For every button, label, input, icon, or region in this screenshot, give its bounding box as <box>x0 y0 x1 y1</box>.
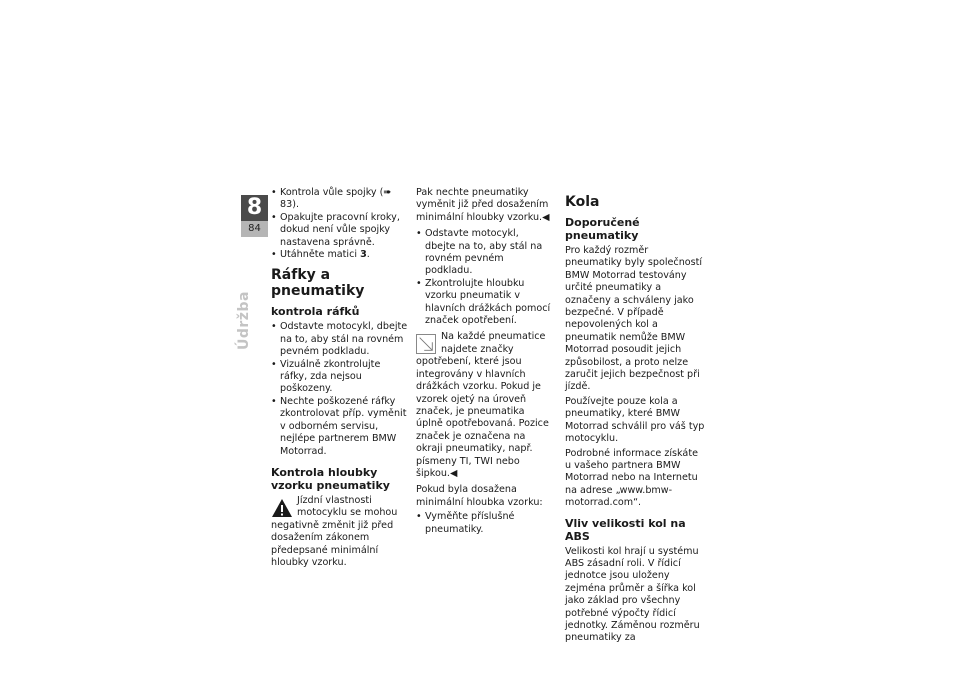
paragraph: Podrobné informace získáte u vašeho partnera BMW Motorrad nebo na Internetu na adrese „www.bmw-motorrad.com“. <box>565 447 698 509</box>
column-3 <box>565 187 705 647</box>
heading-wheels: Kola <box>565 194 600 210</box>
paragraph: Pak nechte pneumatiky vyměnit již před dosažením minimální hloubky vzorku.◀ <box>416 187 550 223</box>
paragraph: Používejte pouze kola a pneumatiky, které BMW Motorrad schválil pro váš typ motocyklu. <box>565 395 705 445</box>
list-item: • Odstavte motocykl, dbejte na to, aby stál na rovném pevném podkladu. <box>271 321 408 358</box>
rim-steps <box>271 321 408 457</box>
tread-steps <box>416 228 552 327</box>
chapter-marker <box>241 195 268 237</box>
list-item: • Nechte poškozené ráfky zkontrolovat příp. vyměnit v odborném servisu, nejlépe partnerem BMW Motorrad. <box>271 396 408 458</box>
warning-icon <box>271 498 293 518</box>
chapter-number: 8 <box>241 195 268 221</box>
subheading-recommended-tires: Doporučené pneumatiky <box>565 216 640 242</box>
list-item: • Kontrola vůle spojky (➠ 83). <box>271 187 408 212</box>
paragraph: Pro každý rozměr pneumatiky byly společností BMW Motorrad testovány určité pneumatiky a označeny a schváleny jako bezpečné. V případě nepovolených kol a pneumatik nemůže BMW Motorrad posoudit jejich způsobilost, a proto nelze zaručit jejich bezpečnost při jízdě. <box>565 245 703 393</box>
list-item: • Zkontrolujte hloubku vzorku pneumatik v hlavních drážkách pomocí značek opotřebení. <box>416 278 552 328</box>
subheading-rim-check: kontrola ráfků <box>271 305 360 319</box>
column-2 <box>416 187 552 538</box>
warning-text: Jízdní vlastnosti motocyklu se mohou negativně změnit již před dosažením zákonem předepsané minimální hloubky vzorku. <box>271 494 398 568</box>
column-1 <box>271 187 408 569</box>
note-text: Na každé pneumatice najdete značky opotřebení, které jsou integrovány v hlavních drážkách vzorku. Pokud je vzorek ojetý na úroveň značek, je pneumatika úplně opotřebovaná. Pozice značek je označena na okraji pneumatiky, např. písmeny TI, TWI nebo šipkou.◀ <box>416 331 549 479</box>
clutch-steps <box>271 187 408 261</box>
warning-block <box>271 495 408 569</box>
paragraph: Pokud byla dosažena minimální hloubka vzorku: <box>416 484 543 508</box>
note-icon <box>416 334 436 354</box>
section-title: Údržba <box>236 291 252 350</box>
subheading-tread-depth: Kontrola hloubky vzorku pneumatiky <box>271 465 390 492</box>
subheading-wheel-size-abs: Vliv velikosti kol na ABS <box>565 516 686 543</box>
list-item <box>271 249 408 261</box>
bold-reference: 3 <box>360 249 367 261</box>
paragraph: Velikosti kol hrají u systému ABS zásadní roli. V řídicí jednotce jsou uloženy zejména průměr a šířka kol jako základ pro všechny potřebné výpočty řídicí jednotky. Záměnou rozměru pneumatiky za <box>565 545 700 644</box>
sentence-end: . <box>366 249 370 261</box>
list-item: • Odstavte motocykl, dbejte na to, aby stál na rovném pevném podkladu. <box>416 228 552 278</box>
list-item: • Vyměňte příslušné pneumatiky. <box>416 511 552 536</box>
list-item: • Vizuálně zkontrolujte ráfky, zda nejsou poškozeny. <box>271 359 408 396</box>
list-item-text: Utáhněte matici <box>280 249 361 261</box>
list-item: • Opakujte pracovní kroky, dokud není vůle spojky nastavena správně. <box>271 212 408 249</box>
page-number: 84 <box>241 221 268 237</box>
note-block <box>416 331 552 480</box>
final-steps <box>416 511 552 536</box>
heading-rims-tires: Ráfky a pneumatiky <box>271 267 365 300</box>
